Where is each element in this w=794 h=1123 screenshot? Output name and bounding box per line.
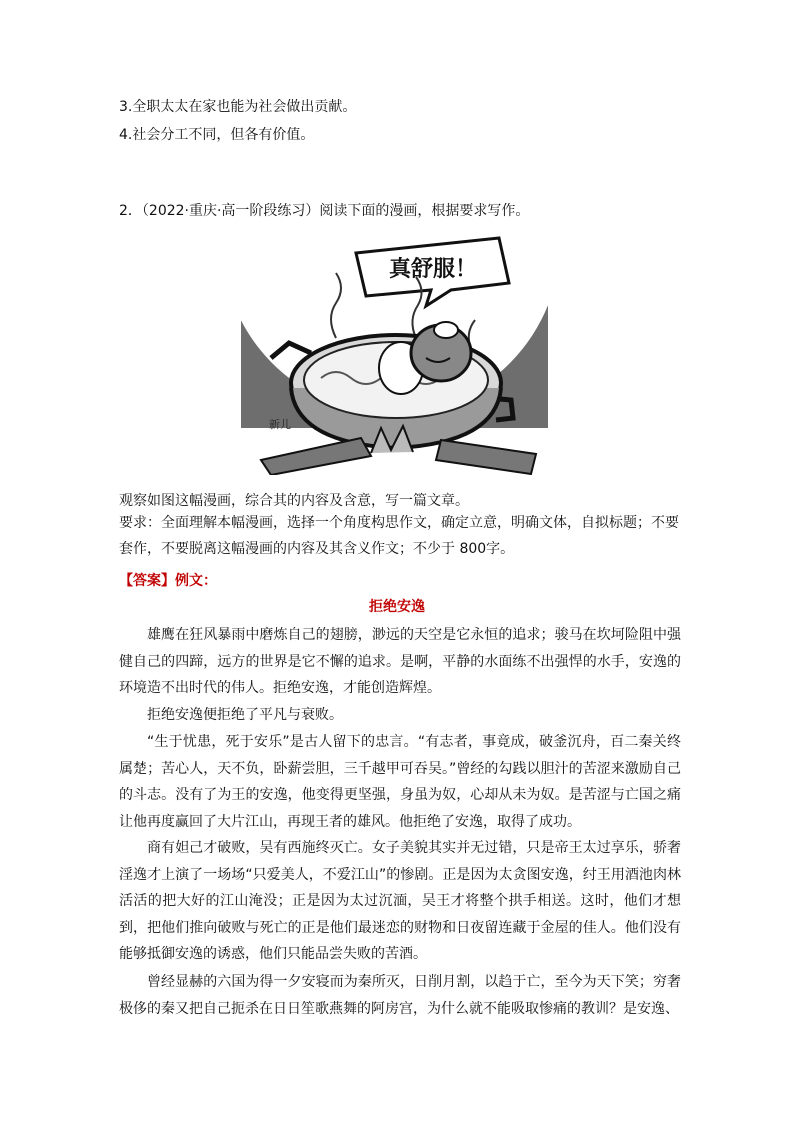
answer-label: 【答案】例文： — [119, 573, 217, 589]
essay-title: 拒绝安逸 — [369, 599, 425, 615]
essay-paragraph-3: “生于忧患，死于安乐”是古人留下的忠言。“有志者，事竟成，破釜沉舟，百二秦关终属楚；苦心人，天不负，卧薪尝胆，三千越甲可吞吴。”曾经的勾践以胆汁的苦涩来激励自己的斗志。没有了为王的安逸，他变得更坚强，身虽为奴，心却从未为奴。是苦涩与亡国之痛让他再度赢回了大片江山，再现王者的雄风。他拒绝了安逸，取得了成功。 — [119, 734, 681, 830]
list-item-3: 3.全职太太在家也能为社会做出贡献。 — [119, 99, 357, 115]
instruction-text: 观察如图这幅漫画，综合其的内容及含意，写一篇文章。 — [119, 493, 469, 509]
essay-paragraph-1: 雄鹰在狂风暴雨中磨炼自己的翅膀，渺远的天空是它永恒的追求；骏马在坎坷险阻中强健自己的四蹄，远方的世界是它不懈的追求。是啊，平静的水面练不出强悍的水手，安逸的环境造不出时代的伟人。拒绝安逸，才能创造辉煌。 — [119, 627, 681, 696]
question-heading: 2．（2022·重庆·高一阶段练习）阅读下面的漫画，根据要求写作。 — [119, 203, 530, 219]
essay-paragraph-5: 曾经显赫的六国为得一夕安寝而为秦所灭，日削月割，以趋于亡，至今为天下笑；穷奢极侈的秦又把自己扼杀在日日笙歌燕舞的阿房宫，为什么就不能吸取惨痛的教训？是安逸、 — [119, 974, 681, 1017]
list-item-4: 4.社会分工不同，但各有价值。 — [119, 127, 315, 143]
speech-text: 真舒服！ — [388, 257, 478, 282]
requirement-text: 要求：全面理解本幅漫画，选择一个角度构思作文，确定立意，明确文体，自拟标题；不要套作，不要脱离这幅漫画的内容及其含义作文；不少于 800字。 — [119, 515, 679, 557]
essay-paragraph-4: 商有妲己才破败，吴有西施终灭亡。女子美貌其实并无过错，只是帝王太过享乐，骄奢淫逸才上演了一场场“只爱美人，不爱江山”的惨剧。正是因为太贪图安逸，纣王用酒池肉林活活的把大好的江山淹没；正是因为太过沉湎，吴王才将整个拱手相送。这时，他们才想到，把他们推向破败与死亡的正是他们最迷恋的财物和日夜留连藏于金屋的佳人。他们没有能够抵御安逸的诱惑，他们只能品尝失败的苦酒。 — [119, 840, 681, 962]
essay-paragraph-2: 拒绝安逸便拒绝了平凡与衰败。 — [147, 707, 343, 723]
cartoon-image — [241, 228, 548, 475]
cartoon-signature: 新儿 — [269, 418, 291, 431]
